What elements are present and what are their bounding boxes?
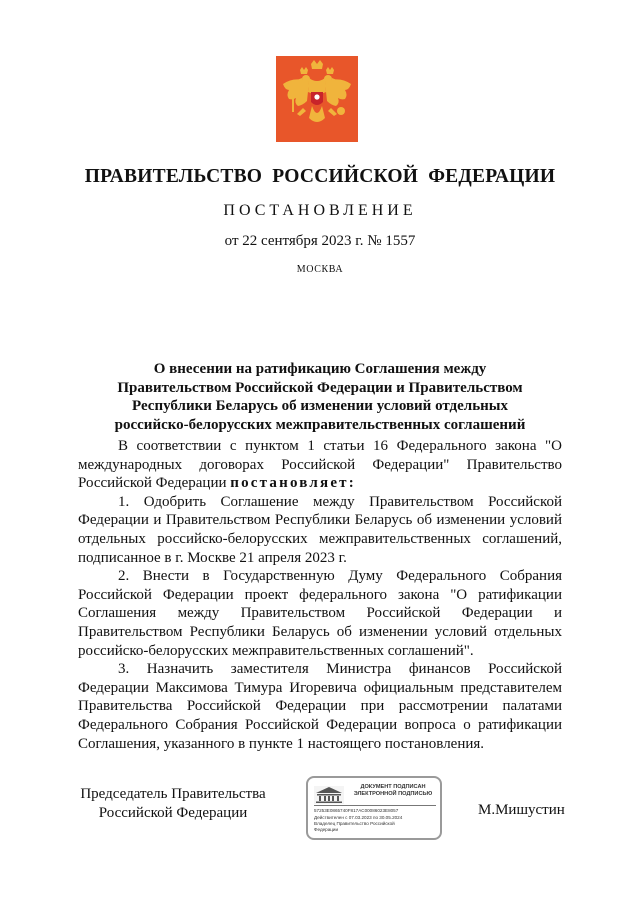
document-type: ПОСТАНОВЛЕНИЕ [223, 202, 417, 219]
stamp-owner: Федерации [314, 827, 339, 832]
stamp-heading-line: ДОКУМЕНТ ПОДПИСАН [360, 784, 426, 790]
heading-line: российско-белорусских межправительственных соглашений [114, 416, 526, 433]
electronic-signature-stamp [306, 776, 442, 840]
decree-word: постановляет: [230, 475, 356, 492]
preamble-paragraph [78, 437, 562, 493]
preamble-text: В соответствии с пунктом 1 статьи 16 Федерального закона "О международных договорах Российской Федерации" Правительство Российской Федерации [78, 438, 562, 492]
signatory-position-line: Российской Федерации [98, 804, 248, 821]
decree-item: 1. Одобрить Соглашение между Правительством Российской Федерации и Правительством Республики Беларусь об изменении условий отдельных российско-белорусских межправительственных соглашений, подписанное в г. Москве 21 апреля 2023 г. [78, 493, 562, 566]
heading-line: Республики Беларусь об изменении условий отдельных [132, 398, 508, 414]
coat-of-arms-emblem [276, 56, 358, 142]
stamp-owner: Владелец Правительство Российской [314, 821, 395, 826]
stamp-validity: Действителен с 07.03.2023 по 30.05.2024 [314, 815, 403, 820]
decree-item: 2. Внести в Государственную Думу Федерального Собрания Российской Федерации проект федерального закона "О ратификации Соглашения между Правительством Российской Федерации и Правительством Республики Беларусь об изменении условий отдельных российско-белорусских межправительственных соглашений". [78, 568, 562, 659]
document-city: МОСКВА [296, 264, 344, 275]
russian-coat-of-arms-icon [276, 56, 358, 142]
heading-line: Правительством Российской Федерации и Правительством [117, 379, 523, 396]
heading-line: О внесении на ратификацию Соглашения между [153, 361, 487, 377]
government-building-icon [314, 786, 344, 804]
stamp-heading-line: ЭЛЕКТРОННОЙ ПОДПИСЬЮ [353, 790, 433, 797]
stamp-certificate: 57253E0865740F817AC00086023E8057 [314, 808, 399, 813]
government-title: ПРАВИТЕЛЬСТВО РОССИЙСКОЙ ФЕДЕРАЦИИ [84, 166, 556, 187]
decree-item: 3. Назначить заместителя Министра финансов Российской Федерации Максимова Тимура Игоревича официальным представителем Правительства Российской Федерации при рассмотрении палатами Федерального Собрания Российской Федерации вопроса о ратификации Соглашения, указанного в пункте 1 настоящего постановления. [78, 661, 562, 752]
document-date-number: от 22 сентября 2023 г. № 1557 [224, 233, 416, 249]
signatory-name: М.Мишустин [478, 802, 565, 818]
signatory-position-line: Председатель Правительства [80, 786, 266, 802]
document-body [78, 437, 562, 753]
document-heading [100, 360, 540, 434]
stamp-divider [314, 805, 436, 806]
stamp-heading [348, 784, 438, 797]
signatory-position [78, 785, 268, 822]
